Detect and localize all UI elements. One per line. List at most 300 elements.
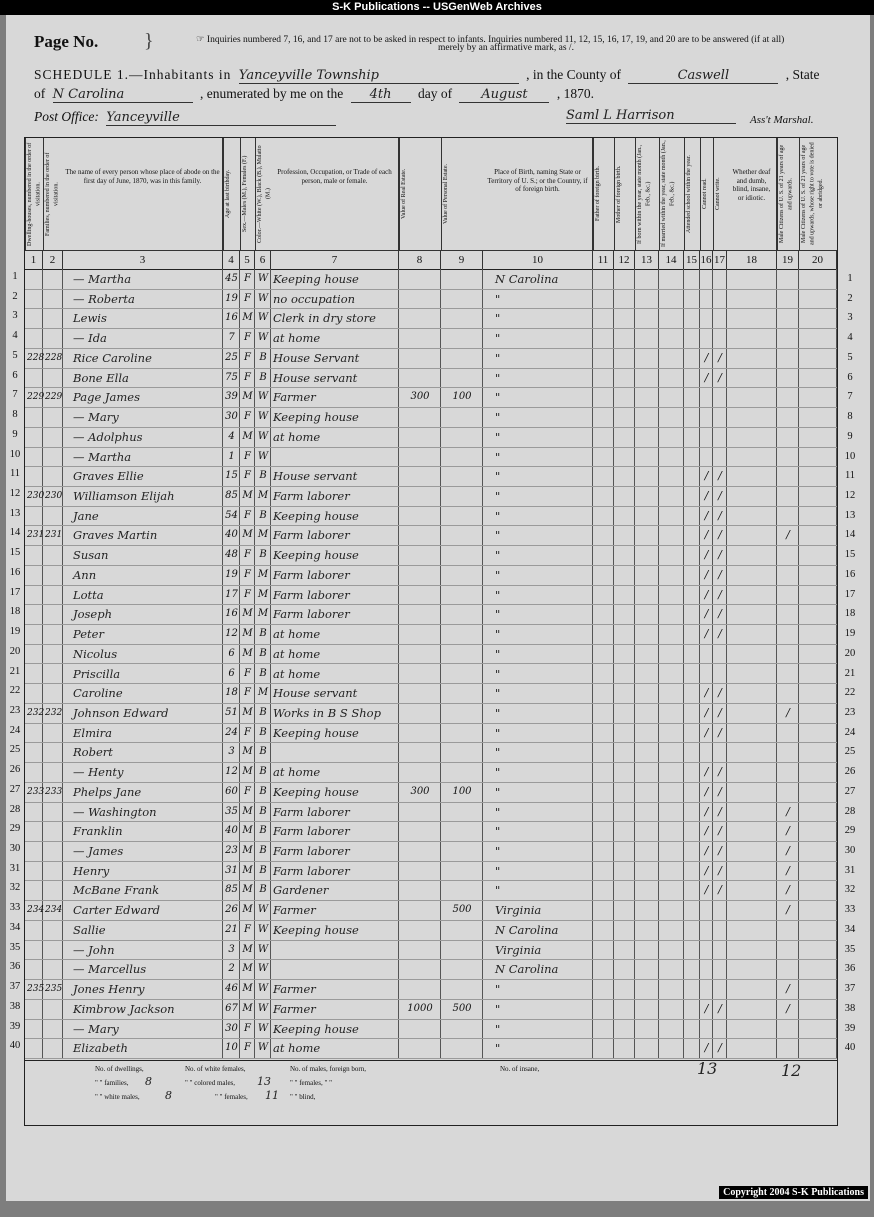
- cell-occ: Farmer: [273, 390, 316, 405]
- cell-c17: /: [718, 1001, 722, 1015]
- cell-fam: 230: [45, 490, 63, 501]
- row-number-left: 28: [9, 803, 21, 815]
- cell-name: Lewis: [73, 311, 107, 326]
- cell-re: [401, 328, 439, 348]
- cell-name: — Adolphus: [73, 429, 143, 444]
- table-row: [9, 762, 856, 783]
- cell-occ: Farm laborer: [273, 587, 350, 602]
- row-number-left: 23: [9, 704, 21, 716]
- cell-c17: [715, 664, 725, 684]
- row-number-left: 38: [9, 1000, 21, 1012]
- cell-age: 26: [225, 904, 238, 916]
- column-number-12: 12: [614, 251, 635, 269]
- cell-fam: [45, 1019, 61, 1039]
- cell-c19: [779, 289, 797, 309]
- cell-c16: [702, 1019, 711, 1039]
- cell-birth: Virginia: [495, 903, 542, 918]
- cell-birth: ": [495, 863, 501, 878]
- cell-re: [401, 742, 439, 762]
- cell-age: 21: [225, 923, 238, 935]
- row-number-left: 4: [12, 330, 18, 342]
- cell-re: [401, 545, 439, 565]
- cell-fam: [45, 328, 61, 348]
- cell-re: [401, 486, 439, 506]
- cell-pe: [443, 447, 481, 467]
- cell-occ: House servant: [273, 469, 358, 484]
- row-number-left: 9: [12, 428, 18, 440]
- cell-name: Caroline: [73, 686, 123, 701]
- cell-sex: F: [244, 411, 251, 423]
- cell-pe: [443, 644, 481, 664]
- row-number-right: 25: [844, 746, 856, 758]
- row-number-left: 39: [9, 1020, 21, 1032]
- cell-birth: ": [495, 429, 501, 444]
- white-males-count: 8: [165, 1089, 172, 1102]
- cell-pe: [443, 959, 481, 979]
- cell-age: 75: [225, 371, 238, 383]
- cell-re: [401, 368, 439, 388]
- cell-c17: /: [718, 370, 722, 384]
- cell-pe: [443, 920, 481, 940]
- cell-color: W: [257, 943, 269, 955]
- cell-c19: /: [786, 844, 790, 858]
- cell-name: Graves Ellie: [73, 469, 144, 484]
- cell-birth: ": [495, 705, 501, 720]
- cell-sex: M: [242, 963, 253, 975]
- cell-birth: ": [495, 350, 501, 365]
- cell-occ: at home: [273, 646, 321, 661]
- cell-color: W: [257, 312, 269, 324]
- cell-color: W: [257, 1022, 269, 1034]
- cell-occ: Farm laborer: [273, 607, 350, 622]
- cell-name: Johnson Edward: [73, 705, 169, 720]
- cell-age: 12: [225, 628, 238, 640]
- cell-color: B: [259, 470, 267, 482]
- cell-re: [401, 604, 439, 624]
- insane-label: No. of insane,: [500, 1065, 540, 1073]
- cell-name: — Ida: [73, 331, 107, 346]
- cell-age: 3: [228, 943, 235, 955]
- day-field: 4th: [351, 87, 411, 103]
- cell-sex: F: [244, 588, 251, 600]
- cell-color: W: [257, 430, 269, 442]
- cell-dw: [27, 604, 41, 624]
- row-number-right: 39: [844, 1022, 856, 1034]
- row-number-right: 23: [844, 706, 856, 718]
- table-row: [9, 999, 856, 1020]
- cell-color: B: [259, 766, 267, 778]
- cell-dw: [27, 940, 41, 960]
- cell-c16: /: [704, 587, 709, 601]
- column-header-2: Families, numbered in the order of visitation.: [43, 138, 63, 250]
- cell-pe: [443, 1019, 481, 1039]
- cell-fam: [45, 940, 61, 960]
- cell-occ: House servant: [273, 370, 358, 385]
- row-number-left: 1: [12, 271, 18, 282]
- cell-re: [401, 466, 439, 486]
- cell-c17: /: [718, 804, 722, 818]
- cell-re: [401, 723, 439, 743]
- cell-re: [401, 506, 439, 526]
- row-number-right: 29: [844, 825, 856, 837]
- cell-c19: [779, 683, 797, 703]
- cell-c19: [779, 723, 797, 743]
- cell-pe: [443, 664, 481, 684]
- cell-dw: [27, 308, 41, 328]
- cell-birth: ": [495, 567, 501, 582]
- row-number-left: 17: [9, 586, 21, 598]
- cell-c19: /: [786, 1001, 790, 1015]
- table-row: [9, 624, 856, 645]
- cell-pe: [443, 604, 481, 624]
- cell-pe: [443, 821, 481, 841]
- cell-occ: at home: [273, 429, 321, 444]
- cell-c16: /: [704, 627, 709, 641]
- cell-c16: /: [704, 567, 709, 581]
- cell-pe: [443, 308, 481, 328]
- cell-fam: 233: [45, 786, 63, 797]
- page-no-label: Page No.: [34, 32, 99, 51]
- cell-birth: ": [495, 666, 501, 681]
- cell-fam: 235: [45, 984, 63, 995]
- cell-dw: 228: [27, 352, 45, 363]
- cell-fam: [45, 802, 61, 822]
- foreign-males-label: No. of males, foreign born,: [290, 1065, 367, 1073]
- cell-c16: /: [704, 548, 709, 562]
- table-row: [9, 604, 856, 625]
- cell-dw: [27, 821, 41, 841]
- cell-pe: [443, 269, 481, 289]
- row-number-left: 31: [9, 862, 21, 874]
- cell-c16: /: [704, 370, 709, 384]
- cell-occ: at home: [273, 666, 321, 681]
- cell-birth: ": [495, 390, 501, 405]
- cell-c19: /: [786, 705, 790, 719]
- table-row: [9, 940, 856, 961]
- cell-age: 30: [225, 1022, 238, 1034]
- cell-c19: [779, 506, 797, 526]
- cell-birth: ": [495, 587, 501, 602]
- cell-sex: M: [242, 983, 253, 995]
- cell-sex: F: [244, 726, 251, 738]
- cell-occ: [273, 940, 397, 960]
- cell-color: W: [257, 450, 269, 462]
- cell-name: Elizabeth: [73, 1041, 128, 1056]
- cell-color: W: [257, 391, 269, 403]
- row-number-left: 15: [9, 547, 21, 559]
- cell-c17: /: [718, 784, 722, 798]
- cell-birth: ": [495, 449, 501, 464]
- row-number-right: 19: [844, 628, 856, 640]
- post-office-line: [34, 109, 340, 126]
- cell-re: [401, 624, 439, 644]
- cell-c17: /: [718, 844, 722, 858]
- column-number-8: 8: [399, 251, 441, 269]
- cell-birth: ": [495, 488, 501, 503]
- cell-dw: [27, 644, 41, 664]
- table-row: [12, 348, 853, 369]
- table-row: [9, 664, 856, 685]
- row-number-right: 15: [844, 549, 856, 561]
- column-header-15: Attended school within the year.: [684, 138, 700, 250]
- row-number-left: 37: [9, 981, 21, 993]
- cell-age: 16: [225, 312, 238, 324]
- row-number-left: 3: [12, 310, 18, 322]
- cell-fam: 231: [45, 530, 63, 541]
- cell-sex: F: [244, 450, 251, 462]
- table-row: [9, 802, 856, 823]
- cell-age: 17: [225, 588, 238, 600]
- cell-birth: ": [495, 528, 501, 543]
- cell-c19: [779, 368, 797, 388]
- table-row: [12, 269, 853, 290]
- cell-c17: /: [718, 488, 722, 502]
- cell-dw: [27, 585, 41, 605]
- row-number-left: 21: [9, 665, 21, 677]
- cell-birth: ": [495, 370, 501, 385]
- table-row: [9, 742, 856, 763]
- cell-dw: [27, 880, 41, 900]
- cell-re: [401, 565, 439, 585]
- cell-fam: [45, 447, 61, 467]
- cell-pe: 500: [452, 1002, 472, 1014]
- cell-occ: Farm laborer: [273, 824, 350, 839]
- cell-age: 12: [225, 766, 238, 778]
- column-header-5: Sex.—Males (M.), Females (F.): [240, 138, 255, 250]
- cell-c19: [779, 940, 797, 960]
- table-row: [9, 861, 856, 882]
- cell-pe: [443, 466, 481, 486]
- row-number-right: 28: [844, 805, 856, 817]
- cell-sex: M: [242, 647, 253, 659]
- cell-sex: M: [242, 825, 253, 837]
- table-row: [9, 585, 856, 606]
- cell-c17: [715, 289, 725, 309]
- table-row: [9, 565, 856, 586]
- cell-birth: ": [495, 1001, 501, 1016]
- table-row: [12, 328, 853, 349]
- cell-color: M: [257, 588, 269, 600]
- row-number-right: 34: [844, 923, 856, 935]
- cell-fam: 228: [45, 352, 63, 363]
- cell-color: B: [259, 726, 267, 738]
- cell-re: [401, 585, 439, 605]
- row-number-left: 10: [9, 448, 21, 460]
- cell-re: [401, 664, 439, 684]
- cell-c19: [779, 466, 797, 486]
- cell-c16: [702, 269, 711, 289]
- cell-c16: [702, 427, 711, 447]
- cell-c17: [715, 644, 725, 664]
- row-number-left: 36: [9, 961, 21, 973]
- cell-sex: F: [244, 273, 251, 284]
- cell-re: [401, 348, 439, 368]
- enumerated-label: , enumerated by me on the: [200, 86, 344, 101]
- white-males-label: " " white males,: [95, 1093, 140, 1101]
- post-office-label: Post Office:: [34, 109, 99, 124]
- cell-color: B: [259, 628, 267, 640]
- cell-color: W: [257, 411, 269, 423]
- cell-birth: ": [495, 784, 501, 799]
- cell-c19: /: [786, 824, 790, 838]
- cell-sex: M: [242, 430, 253, 442]
- row-number-right: 9: [847, 430, 853, 442]
- cell-re: [401, 861, 439, 881]
- day-of-label: day of: [417, 86, 453, 101]
- cell-sex: F: [244, 667, 251, 679]
- cell-re: [401, 821, 439, 841]
- column-header-8: Value of Real Estate.: [399, 138, 441, 250]
- row-number-right: 8: [847, 411, 853, 423]
- cell-color: B: [259, 549, 267, 561]
- cell-sex: F: [244, 549, 251, 561]
- cell-color: B: [259, 509, 267, 521]
- cell-color: B: [259, 825, 267, 837]
- cell-c19: [779, 920, 797, 940]
- cell-birth: ": [495, 765, 501, 780]
- cell-color: W: [257, 273, 269, 284]
- column-header-6: Color.—White (W.), Black (B.), Mulatto (M.): [255, 138, 271, 250]
- row-number-left: 7: [12, 389, 18, 401]
- row-number-left: 30: [9, 843, 21, 855]
- cell-c17: /: [718, 607, 722, 621]
- cell-sex: M: [242, 805, 253, 817]
- cell-occ: Gardener: [273, 883, 329, 898]
- column-number-1: 1: [25, 251, 43, 269]
- cell-name: — John: [73, 942, 115, 957]
- column-header-7: Profession, Occupation, or Trade of each person, male or female.: [271, 138, 399, 250]
- cell-c19: [779, 269, 797, 289]
- cell-c19: [779, 762, 797, 782]
- cell-birth: N Carolina: [495, 962, 559, 977]
- cell-color: B: [259, 667, 267, 679]
- cell-birth: ": [495, 745, 501, 760]
- post-office-field: Yanceyville: [106, 110, 336, 126]
- cell-dw: [27, 920, 41, 940]
- cell-color: B: [259, 706, 267, 718]
- cell-name: — James: [73, 844, 124, 859]
- asst-marshal-label: Ass't Marshal.: [750, 114, 814, 126]
- row-number-right: 16: [844, 568, 856, 580]
- inquiries-note-2: merely by an affirmative mark, as /.: [438, 43, 574, 53]
- cell-c19: [779, 565, 797, 585]
- cell-dw: [27, 999, 41, 1019]
- cell-age: 40: [225, 825, 238, 837]
- column-number-7: 7: [271, 251, 399, 269]
- cell-name: Joseph: [73, 607, 113, 622]
- cell-age: 19: [225, 292, 238, 304]
- column-number-6: 6: [255, 251, 271, 269]
- cell-c17: [715, 427, 725, 447]
- cell-re: [401, 683, 439, 703]
- cell-pe: [443, 723, 481, 743]
- cell-c17: /: [718, 705, 722, 719]
- cell-name: — Washington: [73, 804, 157, 819]
- cell-birth: ": [495, 291, 501, 306]
- cell-fam: [45, 604, 61, 624]
- cell-occ: Farmer: [273, 1001, 316, 1016]
- cell-c17: /: [718, 765, 722, 779]
- cell-dw: [27, 683, 41, 703]
- table-row: [9, 506, 856, 527]
- cell-c19: [779, 782, 797, 802]
- marshal-signature: Saml L Harrison: [566, 108, 736, 124]
- cell-sex: F: [244, 568, 251, 580]
- cell-birth: ": [495, 410, 501, 425]
- cell-name: — Roberta: [73, 291, 135, 306]
- row-number-right: 38: [844, 1002, 856, 1014]
- cell-c17: /: [718, 863, 722, 877]
- cell-c17: [715, 940, 725, 960]
- cell-sex: M: [242, 312, 253, 324]
- cell-c16: /: [704, 725, 709, 739]
- cell-pe: [443, 762, 481, 782]
- cell-fam: [45, 368, 61, 388]
- cell-name: Peter: [73, 627, 104, 642]
- cell-c16: [702, 940, 711, 960]
- cell-occ: Farm laborer: [273, 567, 350, 582]
- cell-re: [401, 1019, 439, 1039]
- county-label: , in the County of: [526, 67, 621, 82]
- cell-birth: ": [495, 844, 501, 859]
- cell-c19: [779, 644, 797, 664]
- row-number-right: 24: [844, 726, 856, 738]
- row-number-right: 1: [847, 273, 853, 284]
- cell-fam: [45, 644, 61, 664]
- cell-occ: [273, 742, 397, 762]
- cell-dw: 235: [27, 984, 45, 995]
- cell-c17: /: [718, 528, 722, 542]
- cell-c19: [779, 959, 797, 979]
- cell-c19: [779, 387, 797, 407]
- cell-age: 16: [225, 608, 238, 620]
- tally-citizens: 12: [781, 1061, 802, 1080]
- table-body: [9, 269, 856, 1058]
- cell-c19: /: [786, 863, 790, 877]
- column-number-18: 18: [727, 251, 777, 269]
- cell-name: — Martha: [73, 272, 132, 286]
- cell-c17: /: [718, 824, 722, 838]
- cell-color: W: [257, 923, 269, 935]
- cell-occ: at home: [273, 765, 321, 780]
- cell-sex: F: [244, 923, 251, 935]
- column-number-15: 15: [684, 251, 700, 269]
- cell-fam: [45, 427, 61, 447]
- table-row: [9, 683, 856, 704]
- cell-fam: 234: [45, 905, 63, 916]
- cell-age: 45: [225, 273, 238, 284]
- cell-c16: /: [704, 883, 709, 897]
- cell-c17: /: [718, 567, 722, 581]
- cell-age: 60: [225, 785, 238, 797]
- cell-c16: [702, 900, 711, 920]
- cell-occ: Farm laborer: [273, 488, 350, 503]
- cell-c16: /: [704, 350, 709, 364]
- cell-dw: 234: [27, 905, 45, 916]
- cell-c19: [779, 1038, 797, 1058]
- cell-dw: [27, 861, 41, 881]
- column-header-18: Whether deaf and dumb, blind, insane, or idiotic.: [727, 138, 777, 250]
- column-number-19: 19: [777, 251, 799, 269]
- cell-sex: F: [244, 785, 251, 797]
- cell-dw: [27, 742, 41, 762]
- cell-c17: [715, 387, 725, 407]
- cell-c17: /: [718, 508, 722, 522]
- table-row: [9, 1038, 856, 1059]
- cell-c17: [715, 959, 725, 979]
- cell-name: Graves Martin: [73, 528, 158, 543]
- cell-fam: [45, 269, 61, 289]
